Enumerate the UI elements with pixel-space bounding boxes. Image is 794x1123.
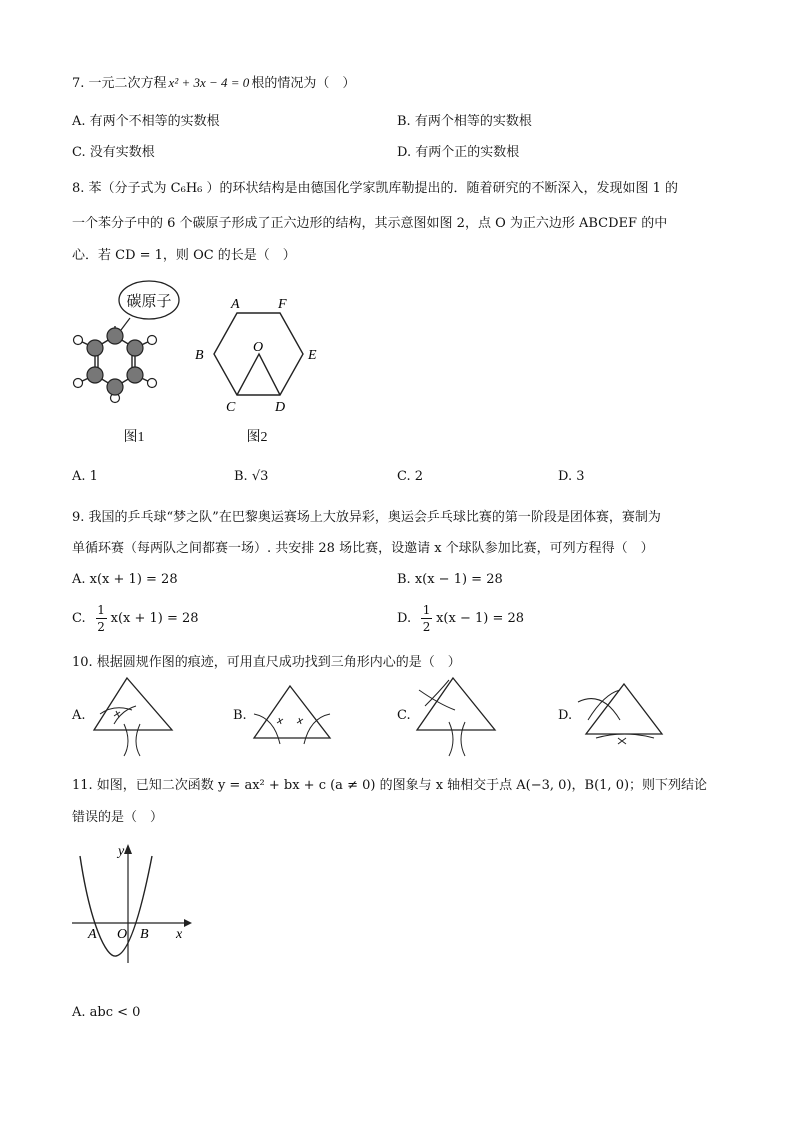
q7-option-d: D. 有两个正的实数根 xyxy=(397,145,520,160)
q8-option-c: C. 2 xyxy=(397,469,424,484)
point-label-o: O xyxy=(117,927,128,942)
fraction-half xyxy=(96,604,107,633)
fraction-numerator: 1 xyxy=(97,603,105,617)
q10-option-c-label: C. xyxy=(397,708,411,723)
q7-stem-prefix: 7. 一元二次方程 xyxy=(72,76,167,91)
q9-option-d xyxy=(397,604,524,633)
point-label-b: B xyxy=(140,927,149,942)
q9-option-c-expression: x(x + 1) = 28 xyxy=(110,611,199,626)
q10-option-a-label: A. xyxy=(72,708,86,723)
q7-option-a: A. 有两个不相等的实数根 xyxy=(72,114,220,129)
parabola-graph xyxy=(68,838,198,968)
q7-option-b: B. 有两个相等的实数根 xyxy=(397,114,532,129)
figure2-caption: 图2 xyxy=(246,430,268,445)
benzene-figure xyxy=(66,280,196,445)
hexagon-figure xyxy=(190,290,330,450)
q10-option-d-label: D. xyxy=(558,708,573,723)
carbon-atom xyxy=(107,379,123,395)
q11-stem-line1: 11. 如图，已知二次函数 y = ax² + bx + c (a ≠ 0) 的图象与 x 轴相交于点 A(−3, 0)，B(1, 0)；则下列结论 xyxy=(72,778,708,793)
carbon-atom xyxy=(87,367,103,383)
label-f: F xyxy=(278,297,287,312)
q10-option-b-label: B. xyxy=(233,708,247,723)
label-o: O xyxy=(253,340,264,355)
q10-stem: 10. 根据圆规作图的痕迹，可用直尺成功找到三角形内心的是（ ） xyxy=(72,655,461,670)
q7-option-c: C. 没有实数根 xyxy=(72,145,155,160)
q11-option-a: A. abc < 0 xyxy=(72,1005,141,1020)
q8-option-d: D. 3 xyxy=(558,469,585,484)
carbon-atom xyxy=(107,328,123,344)
fraction-bar xyxy=(421,618,432,619)
q8-stem-line2: 一个苯分子中的 6 个碳原子形成了正六边形的结构，其示意图如图 2，点 O 为正六边形 ABCDEF 的中 xyxy=(72,216,668,231)
compass-figure-a xyxy=(92,676,174,760)
q11-stem-line2: 错误的是（ ） xyxy=(72,810,164,825)
label-d: D xyxy=(275,400,286,415)
fraction-denominator: 2 xyxy=(97,620,105,634)
q7-stem xyxy=(72,72,355,91)
axis-label-y: y xyxy=(118,844,125,859)
q8-stem-line1: 8. 苯（分子式为 C₆H₆ ）的环状结构是由德国化学家凯库勒提出的．随着研究的不断深入，发现如图 1 的 xyxy=(72,181,679,196)
compass-figure-d xyxy=(574,680,666,752)
triangle-ocd xyxy=(237,354,280,395)
carbon-atom xyxy=(87,340,103,356)
q9-option-d-label: D. xyxy=(397,611,412,626)
q9-stem-line1: 9. 我国的乒乓球“梦之队”在巴黎奥运赛场上大放异彩，奥运会乒乓球比赛的第一阶段是团体赛，赛制为 xyxy=(72,510,661,525)
q8-option-b: B. √3 xyxy=(234,469,269,484)
point-label-a: A xyxy=(88,927,97,942)
q8-stem-line3: 心．若 CD = 1，则 OC 的长是（ ） xyxy=(72,248,296,263)
q8-option-a: A. 1 xyxy=(72,469,98,484)
label-e: E xyxy=(308,348,317,363)
q9-option-b: B. x(x − 1) = 28 xyxy=(397,572,503,587)
carbon-atom xyxy=(127,367,143,383)
q9-option-d-expression: x(x − 1) = 28 xyxy=(436,611,525,626)
q9-option-a: A. x(x + 1) = 28 xyxy=(72,572,178,587)
fraction-half xyxy=(421,604,432,633)
q7-stem-suffix: 根的情况为（ ） xyxy=(251,76,356,91)
fraction-denominator: 2 xyxy=(422,620,431,634)
q9-option-c-label: C. xyxy=(72,611,86,626)
compass-figure-c xyxy=(415,676,497,760)
label-b: B xyxy=(195,348,204,363)
fraction-bar xyxy=(96,618,107,619)
q9-stem-line2: 单循环赛（每两队之间都赛一场）. 共安排 28 场比赛，设邀请 x 个球队参加比赛，可列方程得（ ） xyxy=(72,541,654,556)
label-c: C xyxy=(226,400,236,415)
label-a: A xyxy=(231,297,240,312)
fraction-numerator: 1 xyxy=(422,603,431,617)
figure1-caption: 图1 xyxy=(123,430,145,445)
carbon-atom xyxy=(127,340,143,356)
compass-figure-b xyxy=(250,684,334,748)
q7-equation: x² + 3x − 4 = 0 xyxy=(168,75,250,90)
callout-text: 碳原子 xyxy=(126,294,172,310)
axis-label-x: x xyxy=(176,927,183,942)
q9-option-c xyxy=(72,604,199,633)
